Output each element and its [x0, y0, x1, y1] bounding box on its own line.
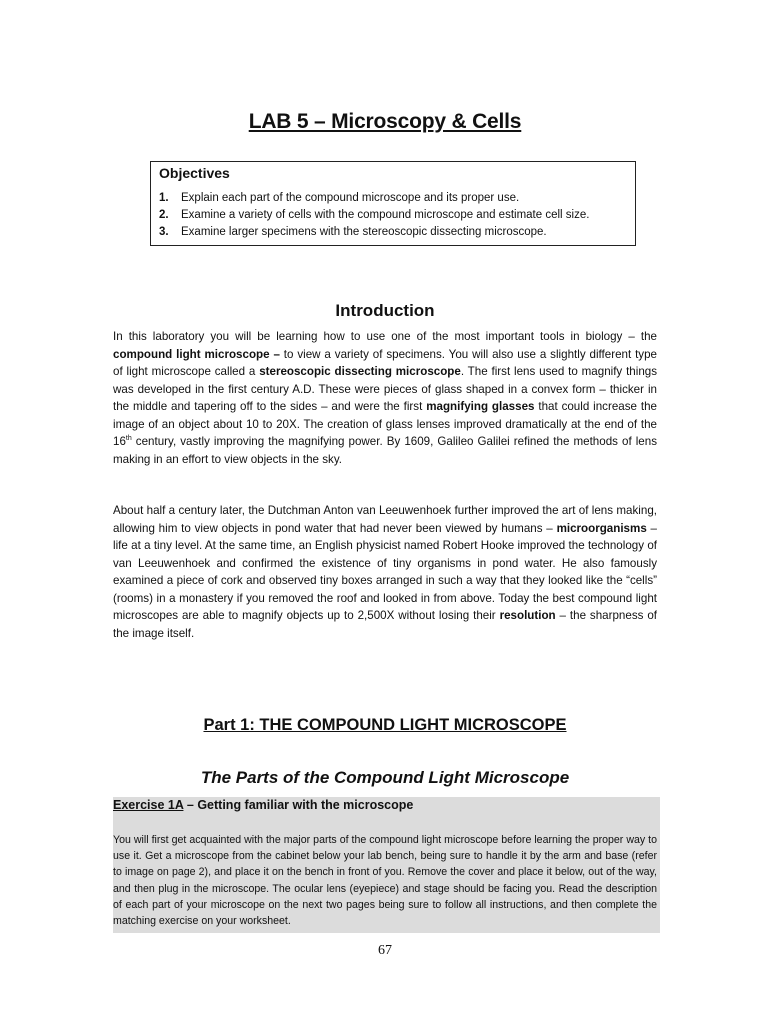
objectives-heading: Objectives [159, 165, 230, 181]
objective-number: 2. [159, 209, 169, 221]
bold-term: compound light microscope – [113, 347, 280, 361]
exercise-label: Exercise 1A [113, 798, 184, 812]
text-run: About half a century later, the Dutchman Anton van Leeuwenhoek further improved the art of lens making, allowing him to view objects in pond water that had never been viewed by humans – [113, 504, 657, 535]
page-title: LAB 5 – Microscopy & Cells [248, 110, 522, 134]
bold-term: stereoscopic dissecting microscope [259, 365, 461, 378]
bold-term: resolution [499, 609, 556, 622]
page-number: 67 [378, 943, 392, 958]
objective-text: Examine larger specimens with the stereoscopic dissecting microscope. [181, 226, 547, 238]
text-run: to view a variety of specimens. You will also use a slightly different type of light microscope called a [113, 347, 657, 378]
exercise-title: – Getting familiar with the microscope [183, 798, 414, 812]
superscript: th [125, 435, 132, 442]
bold-term: microorganisms [556, 521, 647, 535]
objective-text: Examine a variety of cells with the compound microscope and estimate cell size. [181, 209, 590, 221]
text-run: – life at a tiny level. At the same time, an English physicist named Robert Hooke improved the technology of van Leeuwenhoek and confirmed the existence of tiny organisms in pond water. He also famously examined a piece of cork and observed tiny boxes arranged in such a way that they looked like the “cells” (rooms) in a monastery if you removed the roof and looked in from above. Today the best compound light microscopes are able to magnify objects up to 2,500X without losing their [113, 521, 658, 622]
part1-subheading: The Parts of the Compound Light Microscope [200, 768, 570, 788]
text-run: – the sharpness of the image itself. [113, 609, 657, 640]
introduction-paragraph-1 [113, 328, 657, 468]
objectives-box [150, 161, 636, 246]
introduction-paragraph-2 [113, 502, 657, 642]
exercise-body: You will first get acquainted with the major parts of the compound light microscope before learning the proper way to use it. Get a microscope from the cabinet below your lab bench, being sure to handle it by the arm and base (refer to image on page 2), and place it on the bench in front of you. Remove the cover and place it below, out of the way, and then plug in the microscope. The ocular lens (eyepiece) and stage should be facing you. Read the description of each part of your microscope on the next two pages being sure to follow all instructions, and then complete the matching exercise on your worksheet. [113, 834, 657, 928]
text-run: In this laboratory you will be learning how to use one of the most important tools in biology – the [113, 330, 657, 343]
objectives-list [159, 190, 627, 241]
introduction-heading: Introduction [335, 301, 435, 321]
text-run: century, vastly improving the magnifying power. By 1609, Galileo Galilei refined the methods of lens making in an effort to view objects in the sky. [113, 435, 657, 466]
exercise-heading [113, 798, 413, 812]
objective-number: 3. [159, 226, 169, 238]
part1-heading: Part 1: THE COMPOUND LIGHT MICROSCOPE [203, 715, 567, 734]
objective-item [159, 224, 627, 241]
objective-item [159, 190, 627, 207]
objective-item [159, 207, 627, 224]
text-run: that could increase the image of an object about 10 to 20X. The creation of glass lenses improved dramatically at the end of the 16 [113, 400, 657, 448]
exercise-1a-box [113, 797, 660, 933]
objective-text: Explain each part of the compound microscope and its proper use. [181, 192, 520, 204]
bold-term: magnifying glasses [426, 400, 535, 413]
text-run: . The first lens used to magnify things was developed in the first century A.D. These were pieces of glass shaped in a convex form – thicker in the middle and tapering off to the sides – and were the first [113, 365, 658, 413]
objective-number: 1. [159, 192, 169, 204]
